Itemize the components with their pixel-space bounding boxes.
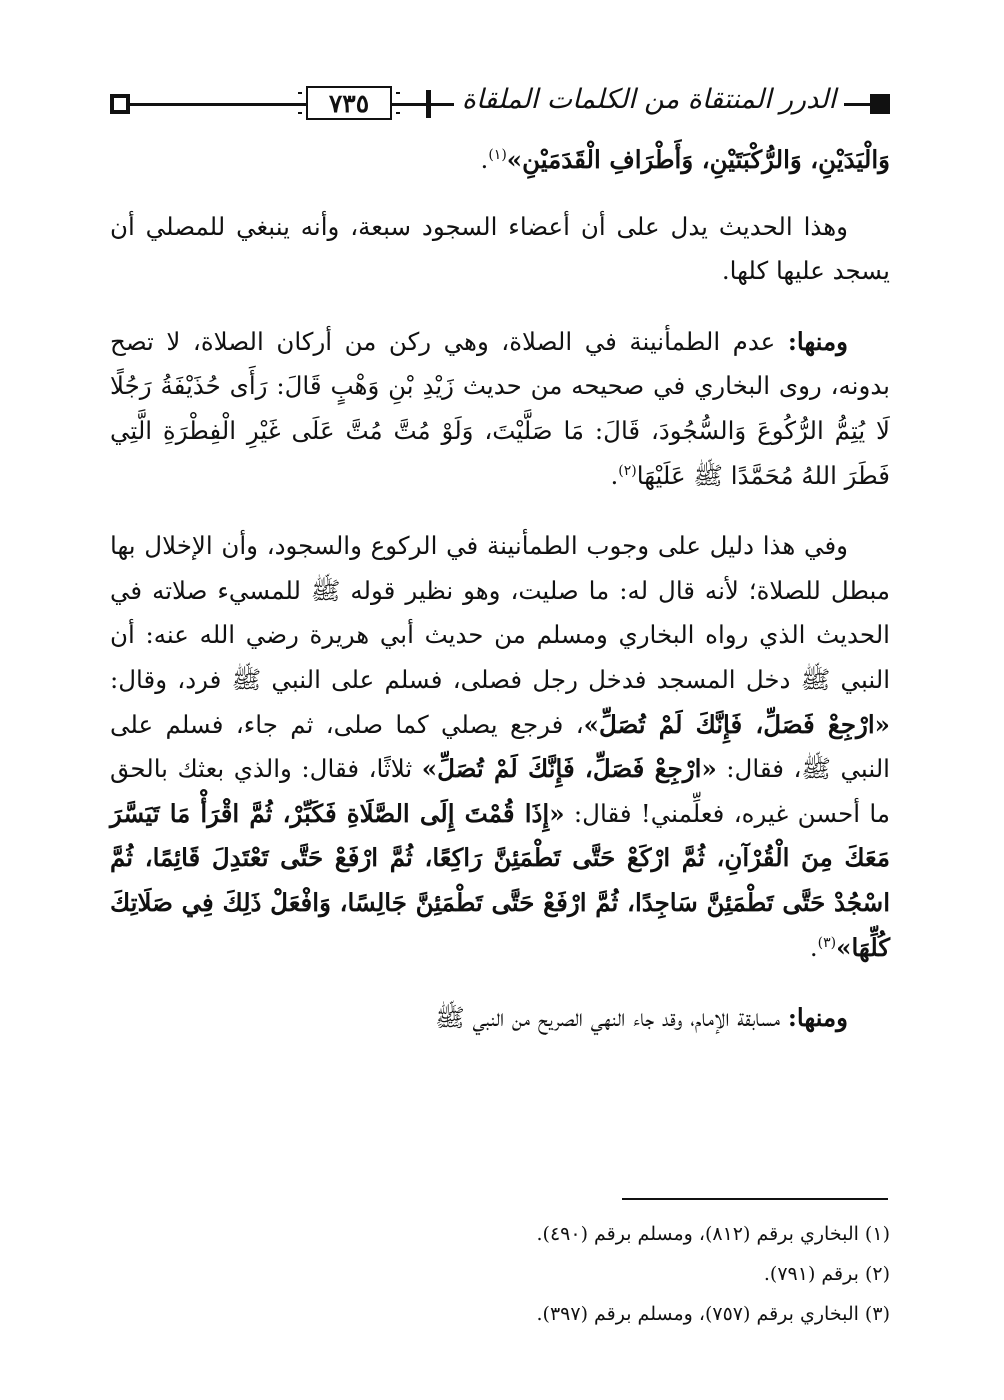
footnote-ref-2: (٢) (618, 462, 637, 479)
paragraph-label: ومنها: (787, 1003, 848, 1033)
paragraph-text: مسابقة الإمام، وقد جاء النهي الصريح من النبي ﷺ (435, 1003, 788, 1033)
paragraph-text: وفي هذا دليل على وجوب الطمأنينة في الركوع والسجود، وأن الإخلال بها مبطل للصلاة؛ لأنه قال له: ما صليت، وهو نظير قوله ﷺ للمسيء صلاته في الحديث الذي رواه البخاري ومسلم من حديث أبي هريرة رضي الله عنه: أن النبي ﷺ دخل المسجد فدخل رجل فصلى، فسلم على النبي ﷺ فرد، وقال: (110, 531, 890, 694)
continuation-text: وَالْيَدَيْنِ، وَالرُّكْبَتَيْنِ، وَأَطْرَافِ الْقَدَمَيْنِ» (506, 145, 890, 174)
footnote-separator (622, 1198, 888, 1200)
header-rule-left (130, 103, 306, 106)
paragraph-text: ، فرجع يصلي كما صلى، ثم جاء، فسلم على النبي ﷺ، فقال: (110, 709, 890, 784)
paragraph-text: ثلاثًا، فقال: والذي بعثك بالحق ما أحسن غيره، فعلِّمني! فقال: (110, 754, 891, 828)
paragraph-label: ومنها: (787, 326, 848, 356)
main-text (110, 138, 890, 1041)
footnote-2: (٢) برقم (٧٩١). (763, 1263, 890, 1285)
hadith-quote-3: «إِذَا قُمْتَ إِلَى الصَّلَاةِ فَكَبِّرْ، ثُمَّ اقْرَأْ مَا تَيَسَّرَ مَعَكَ مِنَ الْقُرْآنِ، ثُمَّ ارْكَعْ حَتَّى تَطْمَئِنَّ رَاكِعًا، ثُمَّ ارْفَعْ حَتَّى تَعْتَدِلَ قَائِمًا، ثُمَّ اسْجُدْ حَتَّى تَطْمَئِنَّ سَاجِدًا، ثُمَّ ارْفَعْ حَتَّى تَطْمَئِنَّ جَالِسًا، وَافْعَلْ ذَلِكَ فِي صَلَاتِكَ كُلِّهَا» (110, 798, 890, 962)
hadith-quote-1: «ارْجِعْ فَصَلِّ، فَإِنَّكَ لَمْ تُصَلِّ» (583, 709, 890, 739)
page-number: ٧٣٥ (306, 86, 392, 120)
hadith-continuation: وَالْيَدَيْنِ، وَالرُّكْبَتَيْنِ، وَأَطْرَافِ الْقَدَمَيْنِ»$^{(١)}$. (480, 145, 890, 174)
footnote-3: (٣) البخاري برقم (٧٥٧)، ومسلم برقم (٣٩٧). (536, 1303, 890, 1325)
header-square-left (110, 94, 130, 114)
paragraph-tumaninah: ومنها: عدم الطمأنينة في الصلاة، وهي ركن من أركان الصلاة، لا تصح بدونه، روى البخاري في صحيحه من حديث زَيْدِ بْنِ وَهْبٍ قَالَ: رَأَى حُذَيْفَةُ رَجُلًا لَا يُتِمُّ الرُّكُوعَ وَالسُّجُودَ، قَالَ: مَا صَلَّيْتَ، وَلَوْ مُتَّ مُتَّ عَلَى غَيْرِ الْفِطْرَةِ الَّتِي فَطَرَ اللهُ مُحَمَّدًا ﷺ عَلَيْهَا$^{(٢)}$. (110, 326, 890, 490)
book-title: الدرر المنتقاة من الكلمات الملقاة (454, 84, 844, 115)
paragraph-text: عدم الطمأنينة في الصلاة، وهي ركن من أركان الصلاة، لا تصح بدونه، روى البخاري في صحيحه من حديث زَيْدِ بْنِ وَهْبٍ قَالَ: رَأَى حُذَيْفَةُ رَجُلًا لَا يُتِمُّ الرُّكُوعَ وَالسُّجُودَ، قَالَ: مَا صَلَّيْتَ، وَلَوْ مُتَّ مُتَّ عَلَى غَيْرِ الْفِطْرَةِ الَّتِي فَطَرَ اللهُ مُحَمَّدًا ﷺ عَلَيْهَا (110, 326, 890, 490)
running-header (110, 86, 890, 122)
footnotes (110, 1214, 890, 1334)
paragraph-preceding-imam (110, 996, 890, 1041)
header-square-right (870, 94, 890, 114)
hadith-quote-2: «ارْجِعْ فَصَلِّ، فَإِنَّكَ لَمْ تُصَلِّ» (421, 754, 717, 784)
paragraph-evidence: وفي هذا دليل على وجوب الطمأنينة في الركوع والسجود، وأن الإخلال بها مبطل للصلاة؛ لأنه قال له: ما صليت، وهو نظير قوله ﷺ للمسيء صلاته في الحديث الذي رواه البخاري ومسلم من حديث أبي هريرة رضي الله عنه: أن النبي ﷺ دخل المسجد فدخل رجل فصلى، فسلم على النبي ﷺ فرد، وقال: «ارْجِعْ فَصَلِّ، فَإِنَّكَ لَمْ تُصَلِّ»، فرجع يصلي كما صلى، ثم جاء، فسلم على النبي ﷺ، فقال: «ارْجِعْ فَصَلِّ، فَإِنَّكَ لَمْ تُصَلِّ» ثلاثًا، فقال: والذي بعثك بالحق ما أحسن غيره، فعلِّمني! فقال: «إِذَا قُمْتَ إِلَى الصَّلَاةِ فَكَبِّرْ، ثُمَّ اقْرَأْ مَا تَيَسَّرَ مَعَكَ مِنَ الْقُرْآنِ، ثُمَّ ارْكَعْ حَتَّى تَطْمَئِنَّ رَاكِعًا، ثُمَّ ارْفَعْ حَتَّى تَعْتَدِلَ قَائِمًا، ثُمَّ اسْجُدْ حَتَّى تَطْمَئِنَّ سَاجِدًا، ثُمَّ ارْفَعْ حَتَّى تَطْمَئِنَّ جَالِسًا، وَافْعَلْ ذَلِكَ فِي صَلَاتِكَ كُلِّهَا»$^{(٣)}$. (110, 531, 891, 962)
header-tick (426, 90, 431, 118)
footnote-1: (١) البخاري برقم (٨١٢)، ومسلم برقم (٤٩٠). (536, 1223, 890, 1245)
footnote-ref-3: (٣) (817, 934, 837, 951)
footnote-ref-1: (١) (488, 146, 507, 163)
paragraph-seven-limbs: وهذا الحديث يدل على أن أعضاء السجود سبعة، وأنه ينبغي للمصلي أن يسجد عليها كلها. (110, 211, 890, 286)
